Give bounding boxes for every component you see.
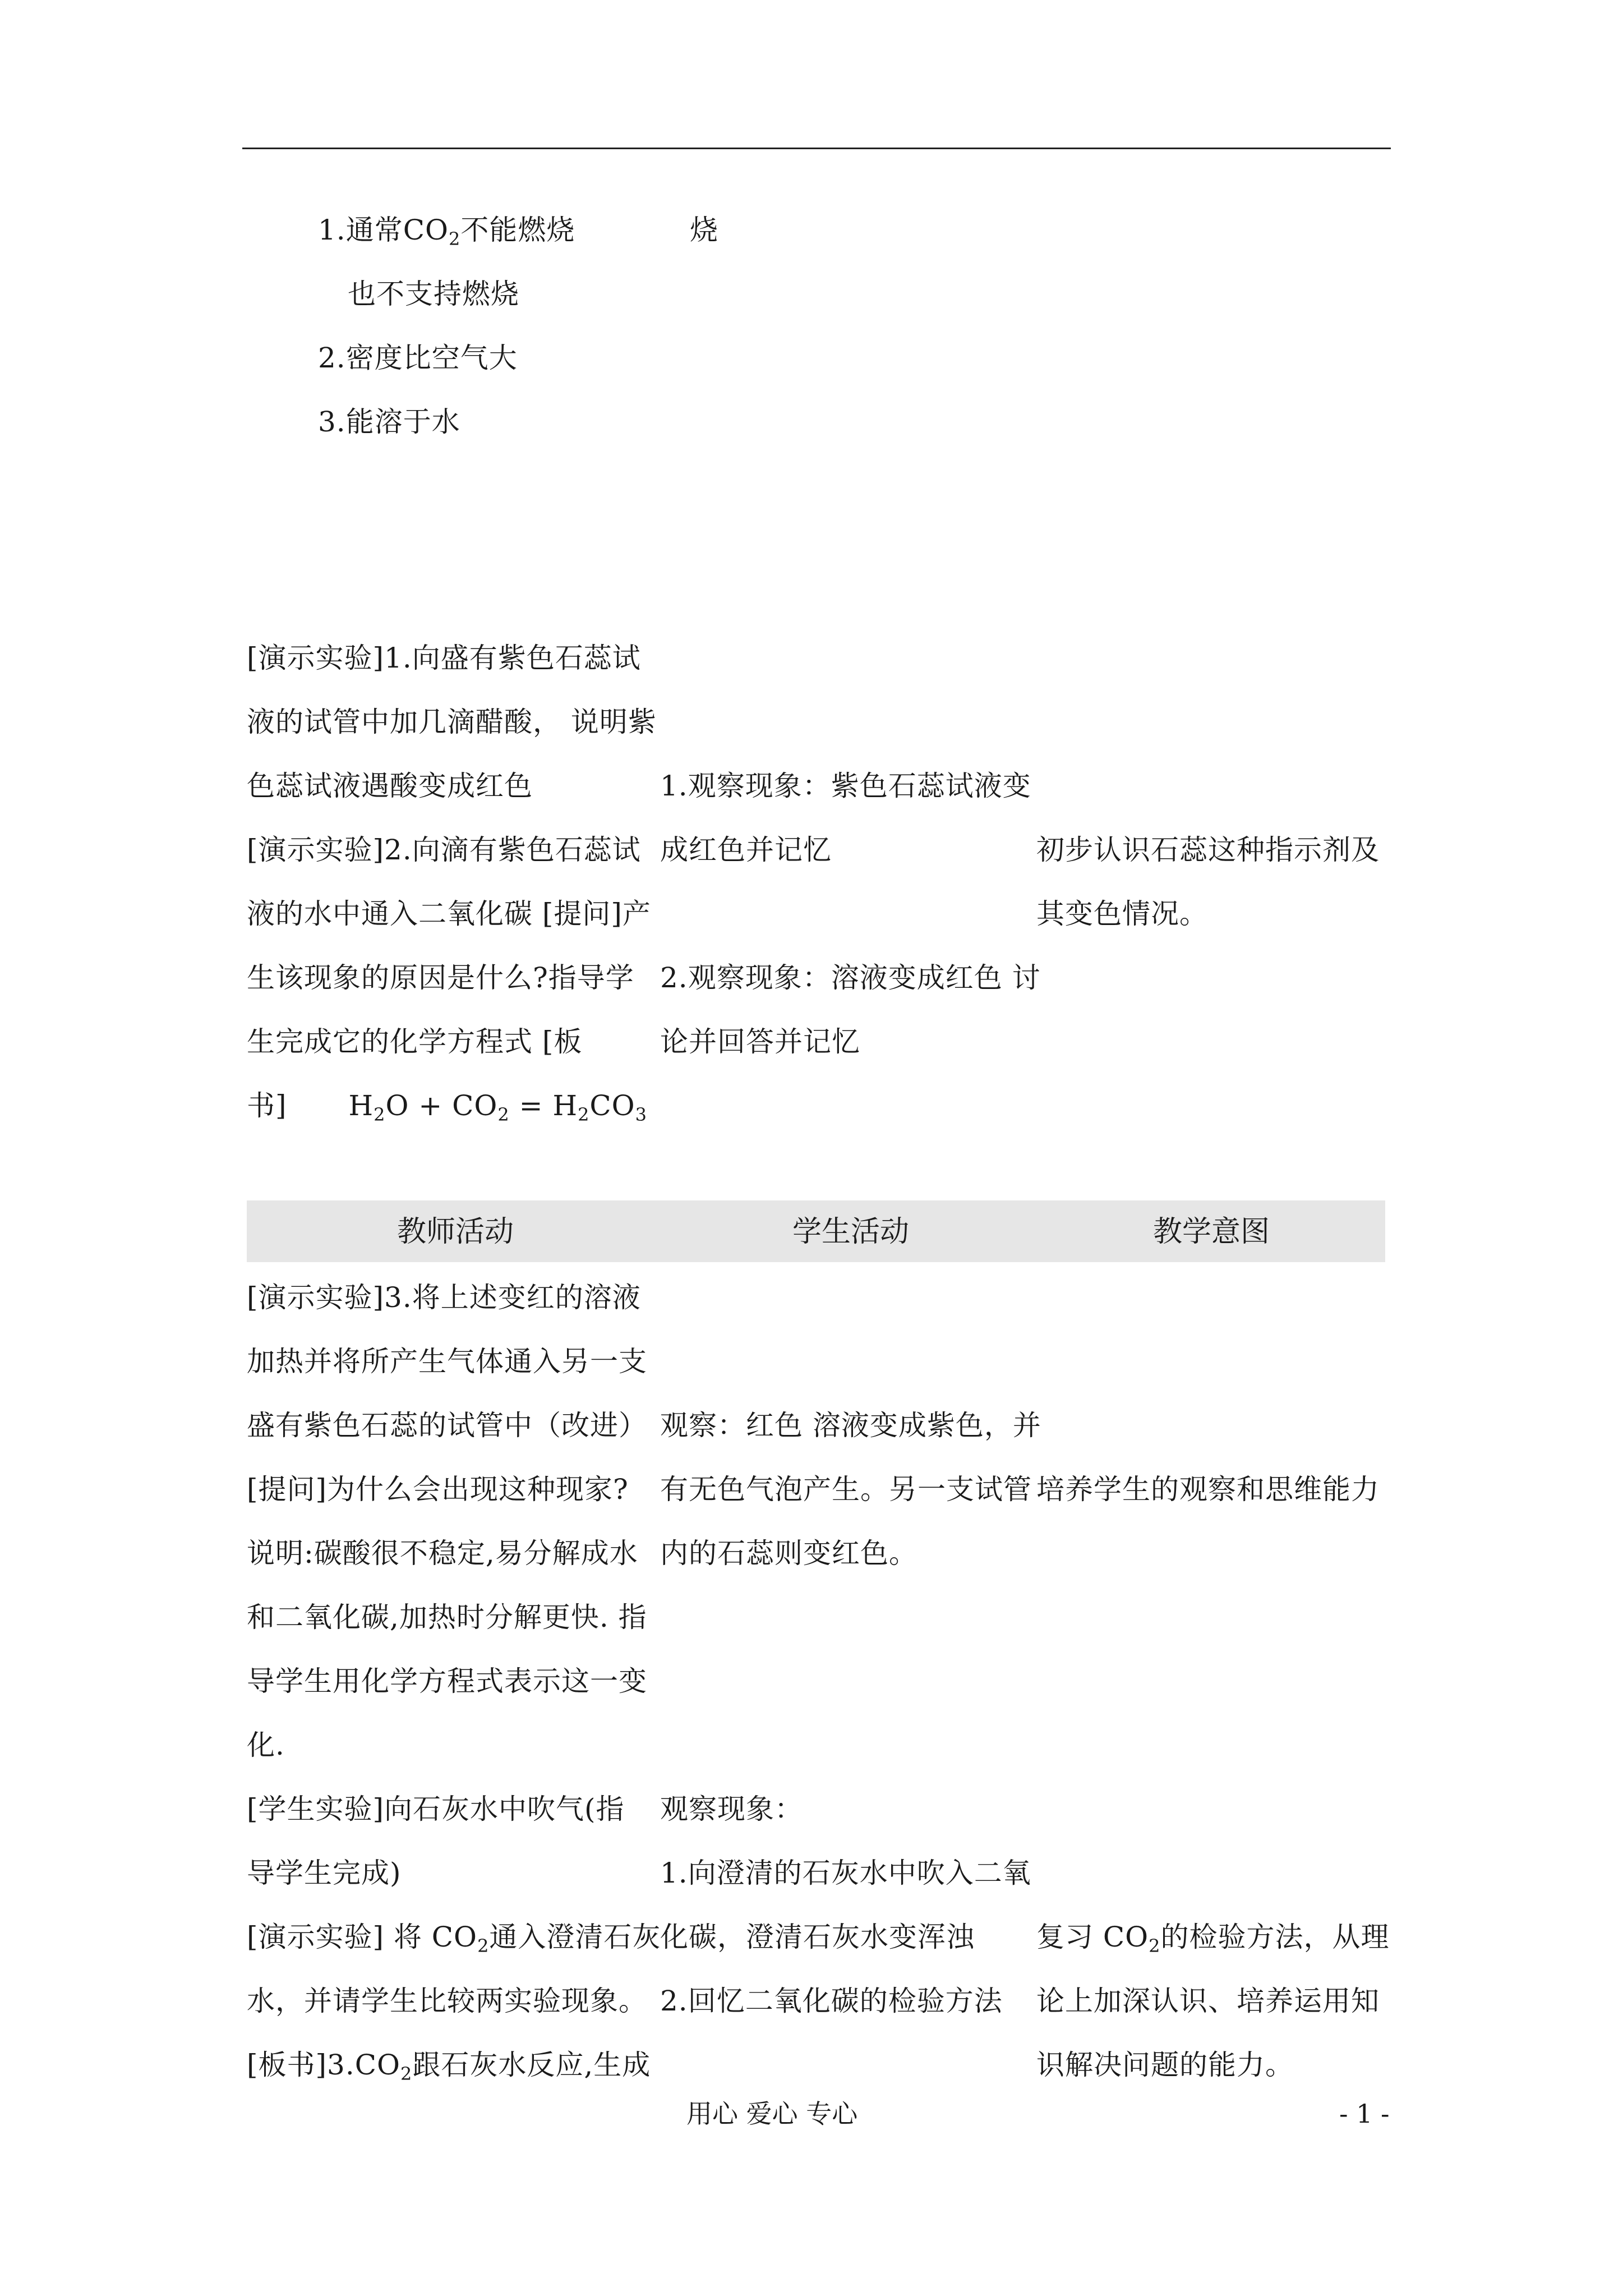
s2-intent-line: 识解决问题的能力。 bbox=[1036, 2049, 1294, 2081]
s2-intent-line: 论上加深认识、培养运用知 bbox=[1036, 1985, 1380, 2017]
s1-intent-line: 其变色情况。 bbox=[1036, 898, 1208, 930]
header-teaching-intent: 教学意图 bbox=[1153, 1215, 1270, 1249]
s2-teacher-line: 导学生完成) bbox=[247, 1857, 402, 1889]
s1-teacher-line: 色蕊试液遇酸变成红色 bbox=[247, 770, 533, 802]
s1-teacher-line: 生该现象的原因是什么?指导学 bbox=[247, 961, 634, 994]
header-student-activity: 学生活动 bbox=[792, 1215, 910, 1249]
header-rule bbox=[242, 148, 1391, 149]
s2-teacher-line: 说明:碳酸很不稳定,易分解成水 bbox=[247, 1537, 638, 1570]
list-item-3: 3.能溶于水 bbox=[318, 406, 460, 438]
chemical-equation: $H_2O + CO_2 = H_2CO_3$ bbox=[348, 1089, 648, 1125]
s2-student-line: 观察：红色 溶液变成紫色，并 bbox=[660, 1409, 1041, 1442]
s2-teacher-line: 盛有紫色石蕊的试管中（改进） bbox=[247, 1409, 647, 1442]
s2-teacher-line: 化. bbox=[247, 1729, 285, 1761]
footer-motto: 用心 爱心 专心 bbox=[686, 2099, 858, 2129]
s2-student-line: 内的石蕊则变红色。 bbox=[660, 1537, 917, 1570]
s1-teacher-line: 生完成它的化学方程式 [板 bbox=[247, 1025, 583, 1058]
header-teacher-activity: 教师活动 bbox=[397, 1215, 514, 1249]
s2-teacher-line: 和二氧化碳,加热时分解更快. 指 bbox=[247, 1601, 647, 1634]
list-item-1-right: 烧 bbox=[690, 214, 718, 246]
s1-intent-line: 初步认识石蕊这种指示剂及 bbox=[1036, 834, 1380, 866]
s2-student-line: 2.回忆二氧化碳的检验方法 bbox=[660, 1985, 1003, 2017]
list-item-2: 2.密度比空气大 bbox=[318, 342, 518, 374]
list-item-1-cont: 也不支持燃烧 bbox=[348, 278, 519, 310]
list-item-1: 1.通常$CO_2$不能燃烧 bbox=[318, 214, 575, 250]
s2-student-line: 有无色气泡产生。另一支试管 bbox=[660, 1473, 1032, 1506]
s2-teacher-line: [演示实验] 将 $CO_2$通入澄清石灰 bbox=[247, 1921, 661, 1957]
s2-teacher-line: 加热并将所产生气体通入另一支 bbox=[247, 1345, 647, 1378]
page-number: - 1 - bbox=[1339, 2099, 1390, 2129]
s2-teacher-line: [提问]为什么会出现这种现家? bbox=[247, 1473, 629, 1506]
s1-teacher-line: 液的水中通入二氧化碳 [提问]产 bbox=[247, 898, 651, 930]
s2-teacher-line: 水，并请学生比较两实验现象。 bbox=[247, 1985, 647, 2017]
s1-equation-line: 书] $H_2O + CO_2 = H_2CO_3$ bbox=[247, 1089, 648, 1125]
s1-student-line: 成红色并记忆 bbox=[660, 834, 832, 866]
s2-teacher-line: [学生实验]向石灰水中吹气(指 bbox=[247, 1793, 625, 1825]
s2-teacher-line: [板书]$3.CO_2$跟石灰水反应,生成 bbox=[247, 2049, 651, 2085]
s2-student-line: 1.向澄清的石灰水中吹入二氧 bbox=[660, 1857, 1031, 1889]
s1-student-line: 2.观察现象：溶液变成红色 讨 bbox=[660, 961, 1041, 994]
s2-intent-line: 复习 $CO_2$的检验方法，从理 bbox=[1036, 1921, 1390, 1957]
s2-student-line: 化碳，澄清石灰水变浑浊 bbox=[660, 1921, 975, 1953]
s2-teacher-line: [演示实验]3.将上述变红的溶液 bbox=[247, 1281, 641, 1314]
s2-student-line: 观察现象： bbox=[660, 1793, 803, 1825]
s1-student-line: 1.观察现象：紫色石蕊试液变 bbox=[660, 770, 1031, 802]
s1-teacher-line: [演示实验]1.向盛有紫色石蕊试 bbox=[247, 642, 641, 674]
s2-intent-line: 培养学生的观察和思维能力 bbox=[1036, 1473, 1380, 1506]
s1-student-line: 论并回答并记忆 bbox=[660, 1025, 860, 1058]
s1-teacher-line: [演示实验]2.向滴有紫色石蕊试 bbox=[247, 834, 641, 866]
s2-teacher-line: 导学生用化学方程式表示这一变 bbox=[247, 1665, 647, 1697]
s1-teacher-line: 液的试管中加几滴醋酸， 说明紫 bbox=[247, 706, 657, 738]
